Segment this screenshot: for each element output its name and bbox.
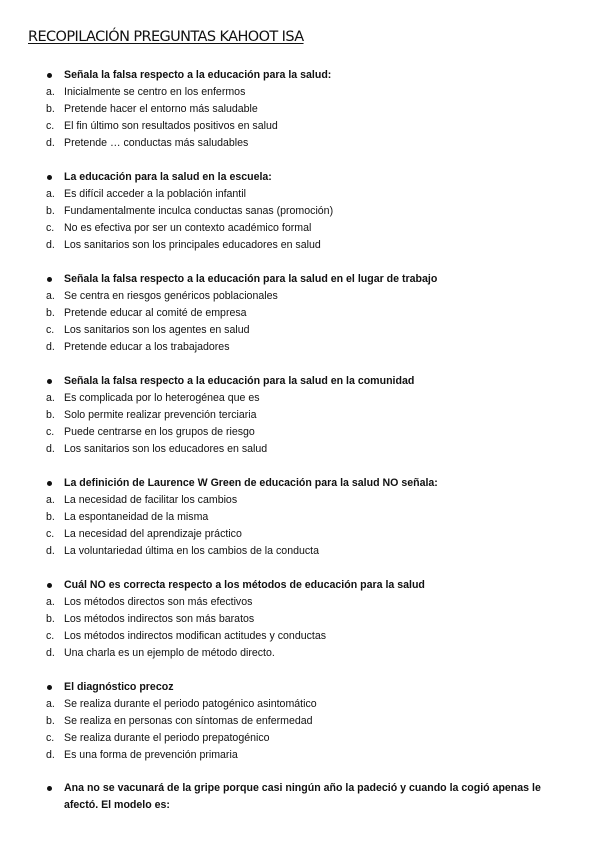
answer-option: a. Inicialmente se centro en los enfermos (46, 86, 246, 98)
answer-option: d. Una charla es un ejemplo de método directo. (46, 647, 275, 659)
question-block (0, 67, 600, 152)
answer-option: c. Los métodos indirectos modifican actitudes y conductas (46, 630, 327, 642)
answer-option: d. Pretende educar a los trabajadores (46, 341, 230, 353)
bullet-icon (47, 175, 52, 180)
question-stem: El diagnóstico precoz (0, 679, 600, 696)
answer-option: b. Se realiza en personas con síntomas de enfermedad (46, 715, 313, 727)
answer-option: b. Los métodos indirectos son más baratos (46, 613, 255, 625)
answer-option: c. La necesidad del aprendizaje práctico (46, 528, 242, 540)
bullet-icon (47, 481, 52, 486)
answer-option: d. Los sanitarios son los principales educadores en salud (46, 239, 321, 251)
answer-option: b. La espontaneidad de la misma (46, 511, 209, 523)
bullet-icon (47, 583, 52, 588)
answer-option: a. La necesidad de facilitar los cambios (46, 494, 238, 506)
answer-option: c. Puede centrarse en los grupos de riesgo (46, 426, 255, 438)
answer-option: b. Fundamentalmente inculca conductas sanas (promoción) (46, 205, 334, 217)
bullet-icon (47, 379, 52, 384)
answer-option: c. El fin último son resultados positivos en salud (46, 120, 278, 132)
question-stem: La definición de Laurence W Green de educación para la salud NO señala: (0, 475, 600, 492)
answer-option: d. La voluntariedad última en los cambios de la conducta (46, 545, 319, 557)
question-block (0, 780, 600, 814)
question-block (0, 169, 600, 254)
answer-option: a. Se centra en riesgos genéricos poblacionales (46, 290, 278, 302)
answer-option: a. Es complicada por lo heterogénea que es (46, 392, 260, 404)
bullet-icon (47, 277, 52, 282)
question-block (0, 271, 600, 356)
document-title: RECOPILACIÓN PREGUNTAS KAHOOT ISA (28, 29, 304, 45)
question-stem: La educación para la salud en la escuela: (0, 169, 600, 186)
answer-option: a. Es difícil acceder a la población infantil (46, 188, 246, 200)
answer-option: a. Se realiza durante el periodo patogénico asintomático (46, 698, 317, 710)
question-stem: Cuál NO es correcta respecto a los métodos de educación para la salud (0, 577, 600, 594)
answer-option: a. Los métodos directos son más efectivos (46, 596, 253, 608)
answer-option: b. Pretende hacer el entorno más saludable (46, 103, 258, 115)
question-block (0, 679, 600, 764)
question-stem: Señala la falsa respecto a la educación para la salud: (0, 67, 600, 84)
answer-option: c. Se realiza durante el periodo prepatogénico (46, 732, 270, 744)
answer-option: b. Pretende educar al comité de empresa (46, 307, 247, 319)
answer-option: b. Solo permite realizar prevención terciaria (46, 409, 257, 421)
question-block (0, 577, 600, 662)
answer-option: d. Es una forma de prevención primaria (46, 749, 238, 761)
question-block (0, 373, 600, 458)
question-stem: Señala la falsa respecto a la educación para la salud en el lugar de trabajo (0, 271, 600, 288)
bullet-icon (47, 685, 52, 690)
answer-option: c. Los sanitarios son los agentes en salud (46, 324, 250, 336)
question-stem: Ana no se vacunará de la gripe porque casi ningún año la padeció y cuando la cogió apenas le afectó. El modelo es: (0, 780, 600, 814)
bullet-icon (47, 73, 52, 78)
question-stem: Señala la falsa respecto a la educación para la salud en la comunidad (0, 373, 600, 390)
bullet-icon (47, 786, 52, 791)
answer-option: d. Los sanitarios son los educadores en salud (46, 443, 268, 455)
answer-option: d. Pretende … conductas más saludables (46, 137, 249, 149)
answer-option: c. No es efectiva por ser un contexto académico formal (46, 222, 312, 234)
question-block (0, 475, 600, 560)
